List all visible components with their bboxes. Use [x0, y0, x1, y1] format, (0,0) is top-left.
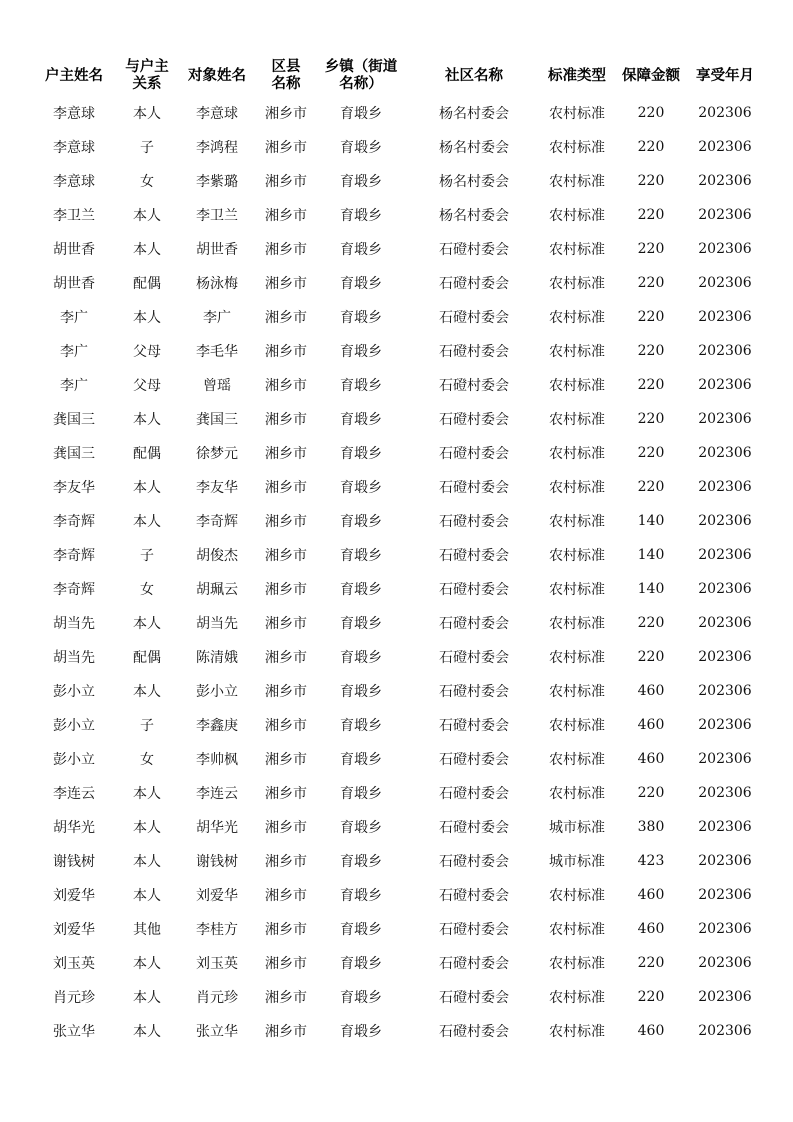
amount-cell: 220 — [637, 615, 665, 631]
table-row — [30, 436, 762, 470]
header-community: 社区名称 — [445, 67, 503, 84]
amount-cell: 460 — [637, 887, 665, 903]
county-cell: 湘乡市 — [265, 854, 307, 870]
header-year-month: 享受年月 — [696, 67, 754, 84]
table-row — [30, 912, 762, 946]
township-cell: 育塅乡 — [340, 786, 382, 802]
household-head-cell: 胡世香 — [53, 276, 95, 292]
year-month-cell: 202306 — [698, 513, 752, 529]
county-cell: 湘乡市 — [265, 480, 307, 496]
table-row — [30, 334, 762, 368]
county-cell: 湘乡市 — [265, 786, 307, 802]
township-cell: 育塅乡 — [340, 412, 382, 428]
standard-type-cell: 农村标准 — [549, 548, 605, 564]
community-cell: 石磴村委会 — [439, 990, 509, 1006]
year-month-cell: 202306 — [698, 479, 752, 495]
recipient-name-cell: 李帅枫 — [196, 752, 238, 768]
community-cell: 石磴村委会 — [439, 310, 509, 326]
amount-cell: 460 — [637, 751, 665, 767]
table-row — [30, 946, 762, 980]
relation-cell: 子 — [140, 548, 154, 564]
amount-cell: 220 — [637, 309, 665, 325]
township-cell: 育塅乡 — [340, 582, 382, 598]
recipient-name-cell: 曾瑶 — [203, 378, 231, 394]
standard-type-cell: 农村标准 — [549, 174, 605, 190]
amount-cell: 220 — [637, 479, 665, 495]
table-row — [30, 742, 762, 776]
amount-cell: 220 — [637, 989, 665, 1005]
community-cell: 石磴村委会 — [439, 820, 509, 836]
county-cell: 湘乡市 — [265, 140, 307, 156]
standard-type-cell: 城市标准 — [549, 854, 605, 870]
header-county: 区县 名称 — [271, 59, 301, 92]
amount-cell: 220 — [637, 649, 665, 665]
year-month-cell: 202306 — [698, 581, 752, 597]
year-month-cell: 202306 — [698, 615, 752, 631]
household-head-cell: 李意球 — [53, 140, 95, 156]
table-row — [30, 878, 762, 912]
township-cell: 育塅乡 — [340, 276, 382, 292]
relation-cell: 本人 — [133, 888, 161, 904]
standard-type-cell: 农村标准 — [549, 650, 605, 666]
year-month-cell: 202306 — [698, 241, 752, 257]
relation-cell: 子 — [140, 718, 154, 734]
community-cell: 石磴村委会 — [439, 242, 509, 258]
relation-cell: 本人 — [133, 1024, 161, 1040]
community-cell: 石磴村委会 — [439, 854, 509, 870]
amount-cell: 460 — [637, 717, 665, 733]
standard-type-cell: 农村标准 — [549, 1024, 605, 1040]
table-row — [30, 96, 762, 130]
recipient-name-cell: 胡珮云 — [196, 582, 238, 598]
header-standard-type: 标准类型 — [548, 67, 606, 84]
amount-cell: 460 — [637, 921, 665, 937]
household-head-cell: 彭小立 — [53, 752, 95, 768]
standard-type-cell: 农村标准 — [549, 582, 605, 598]
county-cell: 湘乡市 — [265, 548, 307, 564]
county-cell: 湘乡市 — [265, 276, 307, 292]
recipient-name-cell: 陈清娥 — [196, 650, 238, 666]
county-cell: 湘乡市 — [265, 650, 307, 666]
recipient-name-cell: 徐梦元 — [196, 446, 238, 462]
amount-cell: 460 — [637, 1023, 665, 1039]
county-cell: 湘乡市 — [265, 242, 307, 258]
standard-type-cell: 农村标准 — [549, 106, 605, 122]
household-head-cell: 李卫兰 — [53, 208, 95, 224]
household-head-cell: 胡世香 — [53, 242, 95, 258]
year-month-cell: 202306 — [698, 683, 752, 699]
amount-cell: 220 — [637, 785, 665, 801]
subsidy-roster-table — [30, 56, 762, 1048]
county-cell: 湘乡市 — [265, 616, 307, 632]
county-cell: 湘乡市 — [265, 174, 307, 190]
amount-cell: 220 — [637, 343, 665, 359]
township-cell: 育塅乡 — [340, 888, 382, 904]
township-cell: 育塅乡 — [340, 106, 382, 122]
county-cell: 湘乡市 — [265, 582, 307, 598]
township-cell: 育塅乡 — [340, 140, 382, 156]
standard-type-cell: 农村标准 — [549, 344, 605, 360]
community-cell: 杨名村委会 — [439, 140, 509, 156]
amount-cell: 140 — [637, 581, 665, 597]
relation-cell: 本人 — [133, 106, 161, 122]
standard-type-cell: 农村标准 — [549, 718, 605, 734]
recipient-name-cell: 龚国三 — [196, 412, 238, 428]
relation-cell: 子 — [140, 140, 154, 156]
amount-cell: 220 — [637, 955, 665, 971]
standard-type-cell: 农村标准 — [549, 378, 605, 394]
year-month-cell: 202306 — [698, 819, 752, 835]
amount-cell: 220 — [637, 445, 665, 461]
county-cell: 湘乡市 — [265, 820, 307, 836]
community-cell: 石磴村委会 — [439, 956, 509, 972]
relation-cell: 本人 — [133, 480, 161, 496]
household-head-cell: 李奇辉 — [53, 548, 95, 564]
township-cell: 育塅乡 — [340, 956, 382, 972]
county-cell: 湘乡市 — [265, 378, 307, 394]
county-cell: 湘乡市 — [265, 412, 307, 428]
relation-cell: 本人 — [133, 786, 161, 802]
relation-cell: 女 — [140, 752, 154, 768]
standard-type-cell: 城市标准 — [549, 820, 605, 836]
community-cell: 石磴村委会 — [439, 1024, 509, 1040]
recipient-name-cell: 谢钱树 — [196, 854, 238, 870]
recipient-name-cell: 李鸿程 — [196, 140, 238, 156]
community-cell: 石磴村委会 — [439, 684, 509, 700]
relation-cell: 女 — [140, 174, 154, 190]
household-head-cell: 谢钱树 — [53, 854, 95, 870]
relation-cell: 配偶 — [133, 650, 161, 666]
household-head-cell: 刘玉英 — [53, 956, 95, 972]
community-cell: 石磴村委会 — [439, 548, 509, 564]
header-amount: 保障金额 — [622, 67, 680, 84]
household-head-cell: 李友华 — [53, 480, 95, 496]
recipient-name-cell: 张立华 — [196, 1024, 238, 1040]
year-month-cell: 202306 — [698, 173, 752, 189]
county-cell: 湘乡市 — [265, 752, 307, 768]
table-row — [30, 674, 762, 708]
community-cell: 石磴村委会 — [439, 888, 509, 904]
relation-cell: 本人 — [133, 616, 161, 632]
table-row — [30, 640, 762, 674]
township-cell: 育塅乡 — [340, 344, 382, 360]
township-cell: 育塅乡 — [340, 446, 382, 462]
household-head-cell: 李意球 — [53, 106, 95, 122]
household-head-cell: 肖元珍 — [53, 990, 95, 1006]
table-row — [30, 504, 762, 538]
standard-type-cell: 农村标准 — [549, 208, 605, 224]
standard-type-cell: 农村标准 — [549, 446, 605, 462]
standard-type-cell: 农村标准 — [549, 140, 605, 156]
standard-type-cell: 农村标准 — [549, 956, 605, 972]
table-row — [30, 606, 762, 640]
relation-cell: 本人 — [133, 990, 161, 1006]
township-cell: 育塅乡 — [340, 752, 382, 768]
amount-cell: 220 — [637, 275, 665, 291]
standard-type-cell: 农村标准 — [549, 684, 605, 700]
table-row — [30, 470, 762, 504]
table-body — [30, 96, 762, 1048]
relation-cell: 本人 — [133, 854, 161, 870]
relation-cell: 配偶 — [133, 276, 161, 292]
relation-cell: 本人 — [133, 242, 161, 258]
household-head-cell: 胡当先 — [53, 616, 95, 632]
recipient-name-cell: 胡俊杰 — [196, 548, 238, 564]
county-cell: 湘乡市 — [265, 514, 307, 530]
township-cell: 育塅乡 — [340, 378, 382, 394]
amount-cell: 380 — [637, 819, 665, 835]
relation-cell: 配偶 — [133, 446, 161, 462]
community-cell: 石磴村委会 — [439, 276, 509, 292]
table-row — [30, 776, 762, 810]
township-cell: 育塅乡 — [340, 718, 382, 734]
county-cell: 湘乡市 — [265, 1024, 307, 1040]
township-cell: 育塅乡 — [340, 684, 382, 700]
community-cell: 石磴村委会 — [439, 616, 509, 632]
community-cell: 杨名村委会 — [439, 208, 509, 224]
relation-cell: 本人 — [133, 684, 161, 700]
household-head-cell: 张立华 — [53, 1024, 95, 1040]
household-head-cell: 李广 — [60, 310, 88, 326]
recipient-name-cell: 胡华光 — [196, 820, 238, 836]
recipient-name-cell: 李紫璐 — [196, 174, 238, 190]
header-household-head: 户主姓名 — [45, 67, 103, 84]
household-head-cell: 李奇辉 — [53, 582, 95, 598]
year-month-cell: 202306 — [698, 547, 752, 563]
township-cell: 育塅乡 — [340, 990, 382, 1006]
year-month-cell: 202306 — [698, 921, 752, 937]
household-head-cell: 李意球 — [53, 174, 95, 190]
year-month-cell: 202306 — [698, 309, 752, 325]
county-cell: 湘乡市 — [265, 922, 307, 938]
county-cell: 湘乡市 — [265, 956, 307, 972]
relation-cell: 女 — [140, 582, 154, 598]
community-cell: 杨名村委会 — [439, 174, 509, 190]
township-cell: 育塅乡 — [340, 208, 382, 224]
table-row — [30, 198, 762, 232]
table-row — [30, 402, 762, 436]
amount-cell: 220 — [637, 173, 665, 189]
household-head-cell: 李连云 — [53, 786, 95, 802]
relation-cell: 父母 — [133, 344, 161, 360]
recipient-name-cell: 李毛华 — [196, 344, 238, 360]
year-month-cell: 202306 — [698, 105, 752, 121]
standard-type-cell: 农村标准 — [549, 310, 605, 326]
recipient-name-cell: 李奇辉 — [196, 514, 238, 530]
county-cell: 湘乡市 — [265, 106, 307, 122]
table-row — [30, 130, 762, 164]
household-head-cell: 彭小立 — [53, 684, 95, 700]
recipient-name-cell: 李卫兰 — [196, 208, 238, 224]
header-township: 乡镇（街道 名称） — [324, 59, 398, 92]
year-month-cell: 202306 — [698, 275, 752, 291]
amount-cell: 220 — [637, 377, 665, 393]
table-header-row — [30, 56, 762, 96]
recipient-name-cell: 刘爱华 — [196, 888, 238, 904]
amount-cell: 220 — [637, 139, 665, 155]
township-cell: 育塅乡 — [340, 650, 382, 666]
relation-cell: 其他 — [133, 922, 161, 938]
table-row — [30, 708, 762, 742]
table-row — [30, 572, 762, 606]
year-month-cell: 202306 — [698, 139, 752, 155]
recipient-name-cell: 李友华 — [196, 480, 238, 496]
standard-type-cell: 农村标准 — [549, 922, 605, 938]
county-cell: 湘乡市 — [265, 718, 307, 734]
amount-cell: 220 — [637, 411, 665, 427]
recipient-name-cell: 李桂方 — [196, 922, 238, 938]
standard-type-cell: 农村标准 — [549, 412, 605, 428]
standard-type-cell: 农村标准 — [549, 276, 605, 292]
relation-cell: 本人 — [133, 208, 161, 224]
amount-cell: 140 — [637, 513, 665, 529]
year-month-cell: 202306 — [698, 751, 752, 767]
township-cell: 育塅乡 — [340, 922, 382, 938]
year-month-cell: 202306 — [698, 853, 752, 869]
year-month-cell: 202306 — [698, 649, 752, 665]
standard-type-cell: 农村标准 — [549, 990, 605, 1006]
table-row — [30, 232, 762, 266]
table-row — [30, 368, 762, 402]
year-month-cell: 202306 — [698, 955, 752, 971]
community-cell: 石磴村委会 — [439, 344, 509, 360]
table-row — [30, 300, 762, 334]
recipient-name-cell: 刘玉英 — [196, 956, 238, 972]
county-cell: 湘乡市 — [265, 684, 307, 700]
township-cell: 育塅乡 — [340, 242, 382, 258]
county-cell: 湘乡市 — [265, 446, 307, 462]
community-cell: 石磴村委会 — [439, 786, 509, 802]
amount-cell: 220 — [637, 207, 665, 223]
recipient-name-cell: 李广 — [203, 310, 231, 326]
year-month-cell: 202306 — [698, 785, 752, 801]
relation-cell: 本人 — [133, 514, 161, 530]
table-row — [30, 1014, 762, 1048]
township-cell: 育塅乡 — [340, 820, 382, 836]
relation-cell: 本人 — [133, 956, 161, 972]
household-head-cell: 李奇辉 — [53, 514, 95, 530]
community-cell: 石磴村委会 — [439, 514, 509, 530]
township-cell: 育塅乡 — [340, 1024, 382, 1040]
year-month-cell: 202306 — [698, 411, 752, 427]
recipient-name-cell: 肖元珍 — [196, 990, 238, 1006]
amount-cell: 220 — [637, 105, 665, 121]
table-row — [30, 844, 762, 878]
household-head-cell: 胡华光 — [53, 820, 95, 836]
relation-cell: 本人 — [133, 412, 161, 428]
household-head-cell: 刘爱华 — [53, 888, 95, 904]
community-cell: 石磴村委会 — [439, 752, 509, 768]
standard-type-cell: 农村标准 — [549, 242, 605, 258]
table-row — [30, 538, 762, 572]
standard-type-cell: 农村标准 — [549, 888, 605, 904]
recipient-name-cell: 杨泳梅 — [196, 276, 238, 292]
year-month-cell: 202306 — [698, 445, 752, 461]
year-month-cell: 202306 — [698, 207, 752, 223]
header-recipient-name: 对象姓名 — [188, 67, 246, 84]
amount-cell: 140 — [637, 547, 665, 563]
year-month-cell: 202306 — [698, 1023, 752, 1039]
amount-cell: 220 — [637, 241, 665, 257]
community-cell: 石磴村委会 — [439, 922, 509, 938]
table-row — [30, 980, 762, 1014]
recipient-name-cell: 胡当先 — [196, 616, 238, 632]
township-cell: 育塅乡 — [340, 174, 382, 190]
table-row — [30, 164, 762, 198]
household-head-cell: 龚国三 — [53, 446, 95, 462]
township-cell: 育塅乡 — [340, 480, 382, 496]
household-head-cell: 李广 — [60, 344, 88, 360]
year-month-cell: 202306 — [698, 377, 752, 393]
community-cell: 石磴村委会 — [439, 650, 509, 666]
recipient-name-cell: 李鑫庚 — [196, 718, 238, 734]
community-cell: 石磴村委会 — [439, 446, 509, 462]
county-cell: 湘乡市 — [265, 344, 307, 360]
recipient-name-cell: 彭小立 — [196, 684, 238, 700]
standard-type-cell: 农村标准 — [549, 514, 605, 530]
amount-cell: 423 — [637, 853, 665, 869]
standard-type-cell: 农村标准 — [549, 786, 605, 802]
county-cell: 湘乡市 — [265, 888, 307, 904]
community-cell: 杨名村委会 — [439, 106, 509, 122]
year-month-cell: 202306 — [698, 989, 752, 1005]
community-cell: 石磴村委会 — [439, 582, 509, 598]
recipient-name-cell: 胡世香 — [196, 242, 238, 258]
township-cell: 育塅乡 — [340, 514, 382, 530]
township-cell: 育塅乡 — [340, 854, 382, 870]
county-cell: 湘乡市 — [265, 990, 307, 1006]
table-row — [30, 266, 762, 300]
relation-cell: 本人 — [133, 310, 161, 326]
year-month-cell: 202306 — [698, 717, 752, 733]
header-relation: 与户主 关系 — [125, 59, 169, 92]
household-head-cell: 龚国三 — [53, 412, 95, 428]
community-cell: 石磴村委会 — [439, 412, 509, 428]
county-cell: 湘乡市 — [265, 310, 307, 326]
township-cell: 育塅乡 — [340, 548, 382, 564]
household-head-cell: 彭小立 — [53, 718, 95, 734]
county-cell: 湘乡市 — [265, 208, 307, 224]
table-row — [30, 810, 762, 844]
household-head-cell: 刘爱华 — [53, 922, 95, 938]
household-head-cell: 胡当先 — [53, 650, 95, 666]
community-cell: 石磴村委会 — [439, 378, 509, 394]
township-cell: 育塅乡 — [340, 616, 382, 632]
standard-type-cell: 农村标准 — [549, 616, 605, 632]
year-month-cell: 202306 — [698, 343, 752, 359]
household-head-cell: 李广 — [60, 378, 88, 394]
community-cell: 石磴村委会 — [439, 480, 509, 496]
relation-cell: 父母 — [133, 378, 161, 394]
township-cell: 育塅乡 — [340, 310, 382, 326]
amount-cell: 460 — [637, 683, 665, 699]
relation-cell: 本人 — [133, 820, 161, 836]
community-cell: 石磴村委会 — [439, 718, 509, 734]
standard-type-cell: 农村标准 — [549, 480, 605, 496]
year-month-cell: 202306 — [698, 887, 752, 903]
standard-type-cell: 农村标准 — [549, 752, 605, 768]
recipient-name-cell: 李连云 — [196, 786, 238, 802]
recipient-name-cell: 李意球 — [196, 106, 238, 122]
